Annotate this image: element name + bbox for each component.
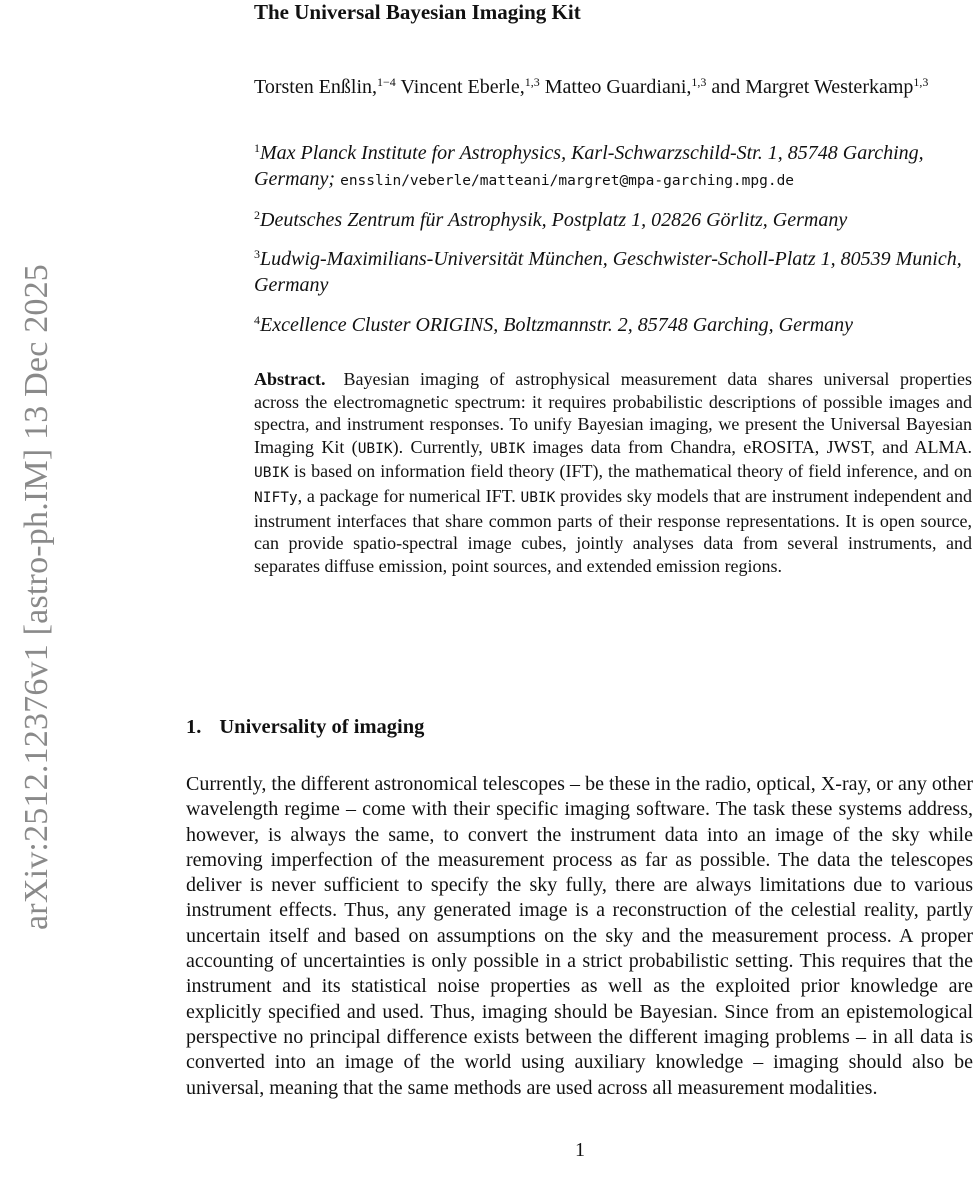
author-name: Vincent Eberle, — [395, 76, 525, 98]
abstract-text: Bayesian imaging of astrophysical measurement data shares universal properties across the electromagnetic spectrum: it requires probabilistic descriptions of possible images and spectra, and instrument responses. To unify Bayesian imaging, we present the Universal Bayesian Imaging Kit ( — [254, 369, 972, 457]
affiliation-text: Excellence Cluster ORIGINS, Boltzmannstr. 2, 85748 Garching, Germany — [260, 314, 854, 336]
author-affiliation-marker: 1−4 — [377, 75, 396, 89]
page-number: 1 — [575, 1139, 585, 1161]
affiliation-text: Ludwig-Maximilians-Universität München, Geschwister-Scholl-Platz 1, 80539 Munich, Germany — [254, 248, 962, 296]
ubik-code-name: UBIK — [254, 465, 289, 482]
author-name: and Margret Westerkamp — [706, 76, 914, 98]
abstract — [254, 368, 972, 577]
affiliation-2 — [254, 207, 974, 233]
abstract-label: Abstract. — [254, 369, 326, 389]
nifty-code-name: NIFTy — [254, 489, 298, 506]
abstract-text: is based on information field theory (IFT), the mathematical theory of field inference, and on — [288, 461, 972, 482]
abstract-text: provides sky models that are instrument independent and instrument interfaces that share common parts of their response representations. It is open source, can provide spatio-spectral image cubes, jointly analyses data from several instruments, and separates diffuse emission, point sources, and extended emission regions. — [254, 485, 972, 576]
abstract-text: , a package for numerical IFT. — [297, 485, 521, 506]
affiliation-1 — [254, 140, 974, 194]
affiliation-number: 3 — [254, 247, 260, 261]
author-affiliation-marker: 1,3 — [913, 75, 929, 89]
arxiv-identifier: arXiv:2512.12376v1 [astro-ph.IM] 13 Dec 2025 — [18, 263, 55, 930]
body-paragraph: Currently, the different astronomical telescopes – be these in the radio, optical, X-ray, or any other wavelength regime – come with their specific imaging software. The task these systems address, however, is always the same, to convert the instrument data into an image of the sky while removing imperfection of the measurement process as far as possible. The data the telescopes deliver is never sufficient to specify the sky fully, there are always limitations due to various instrument effects. Thus, any generated image is a reconstruction of the celestial reality, partly uncertain itself and based on assumptions on the sky and the measurement process. A proper accounting of uncertainties is only possible in a strict probabilistic setting. This requires that the instrument and its statistical noise properties as well as the exploited prior knowledge are explicitly specified and used. Thus, imaging should be Bayesian. Since from an epistemological perspective no principal difference exists between the different imaging problems – in all data is converted into an image of the world using auxiliary knowledge – imaging should also be universal, meaning that the same methods are used across all measurement modalities. — [186, 773, 973, 1099]
author-name: Matteo Guardiani, — [539, 76, 692, 98]
affiliation-number: 4 — [254, 313, 260, 327]
author-list — [254, 75, 934, 100]
ubik-code-name: UBIK — [520, 489, 556, 506]
affiliation-number: 1 — [254, 141, 260, 155]
abstract-text: images data from Chandra, eROSITA, JWST, and ALMA. — [525, 436, 972, 457]
author-name: Torsten Enßlin, — [254, 76, 378, 98]
ubik-code-name: UBIK — [490, 440, 526, 457]
arxiv-sidebar — [0, 0, 60, 1187]
section-number: 1. — [186, 716, 202, 738]
section-heading — [186, 716, 424, 739]
author-affiliation-marker: 1,3 — [524, 75, 540, 89]
affiliation-text: Max Planck Institute for Astrophysics, Karl-Schwarzschild-Str. 1, 85748 Garching, Germany; — [254, 142, 924, 190]
author-affiliation-marker: 1,3 — [691, 75, 707, 89]
section-title-text: Universality of imaging — [219, 716, 425, 738]
affiliation-3 — [254, 246, 974, 298]
paper-title: The Universal Bayesian Imaging Kit — [254, 0, 581, 24]
affiliation-number: 2 — [254, 208, 260, 222]
author-email[interactable]: ensslin/veberle/matteani/margret@mpa-garching.mpg.de — [340, 173, 795, 189]
affiliation-4 — [254, 312, 974, 338]
ubik-code-name: UBIK — [357, 440, 393, 457]
affiliation-text: Deutsches Zentrum für Astrophysik, Postplatz 1, 02826 Görlitz, Germany — [260, 209, 848, 231]
abstract-text: ). Currently, — [392, 436, 491, 457]
